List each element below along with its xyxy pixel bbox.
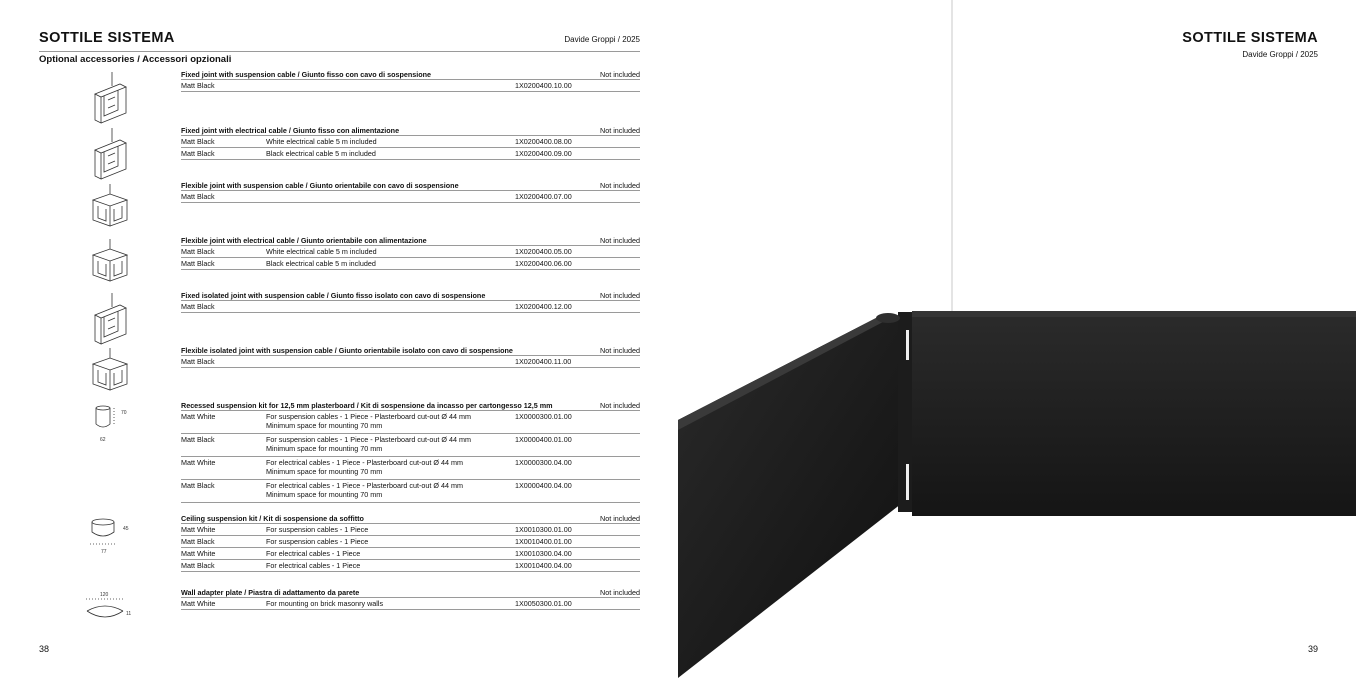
page-number-right: 39 [1307,644,1318,654]
group-title: Ceiling suspension kit / Kit di sospensione da soffitto [181,514,364,523]
description-cell: For electrical cables - 1 Piece [266,561,361,570]
table-row [181,524,640,536]
group-note: Not included [600,70,640,79]
description-cell: For suspension cables - 1 Piece - Plasterboard cut-out Ø 44 mm Minimum space for mounting 70 mm [266,435,471,453]
table-row [181,598,640,610]
table-row [181,560,640,572]
accessory-group [181,70,640,92]
code-cell: 1X0000300.01.00 [515,412,572,421]
accessory-group [181,588,640,610]
finish-cell: Matt White [181,549,216,558]
brand-title-right: SOTTILE SISTEMA [1182,30,1318,46]
group-header [181,346,640,356]
recessed-height-dimension: 70 [121,410,127,416]
flexible-isolated-joint-icon [90,348,130,394]
accessory-group [181,291,640,313]
table-row [181,301,640,313]
finish-cell: Matt Black [181,302,215,311]
table-row [181,136,640,148]
group-note: Not included [600,181,640,190]
fixed-joint-icon [90,72,130,124]
finish-cell: Matt Black [181,357,215,366]
code-cell: 1X0000400.04.00 [515,481,572,490]
group-note: Not included [600,236,640,245]
group-note: Not included [600,588,640,597]
group-title: Recessed suspension kit for 12,5 mm plasterboard / Kit di sospensione da incasso per cartongesso 12,5 mm [181,401,553,410]
product-photo [678,0,1356,678]
code-cell: 1X0010300.04.00 [515,549,572,558]
group-title: Fixed joint with electrical cable / Giunto fisso con alimentazione [181,126,400,135]
flexible-joint-electrical-icon [90,239,130,285]
accessory-group [181,236,640,270]
accessory-group [181,514,640,572]
code-cell: 1X0200400.12.00 [515,302,572,311]
code-cell: 1X0200400.11.00 [515,357,572,366]
code-cell: 1X0010300.01.00 [515,525,572,534]
code-cell: 1X0200400.09.00 [515,149,572,158]
group-header [181,291,640,301]
table-row [181,548,640,560]
table-row [181,434,640,457]
group-title: Flexible joint with suspension cable / Giunto orientabile con cavo di sospensione [181,181,459,190]
finish-cell: Matt Black [181,149,215,158]
accessory-group [181,401,640,503]
code-cell: 1X0200400.07.00 [515,192,572,201]
finish-cell: Matt Black [181,435,215,444]
group-note: Not included [600,514,640,523]
recessed-kit-icon [90,404,120,434]
group-note: Not included [600,401,640,410]
group-title: Fixed isolated joint with suspension cable / Giunto fisso isolato con cavo di sospensione [181,291,486,300]
joint-connector [898,312,912,512]
group-header [181,70,640,80]
page-number-left: 38 [39,644,50,654]
code-cell: 1X0010400.01.00 [515,537,572,546]
description-cell: For suspension cables - 1 Piece [266,525,369,534]
group-header [181,126,640,136]
wall-plate-icon [84,597,128,625]
group-title: Fixed joint with suspension cable / Giunto fisso con cavo di sospensione [181,70,432,79]
description-cell: White electrical cable 5 m included [266,137,377,146]
group-header [181,588,640,598]
description-cell: For mounting on brick masonry walls [266,599,384,608]
code-cell: 1X0000300.04.00 [515,458,572,467]
table-row [181,258,640,270]
finish-cell: Matt Black [181,81,215,90]
group-header [181,514,640,524]
group-title: Wall adapter plate / Piastra di adattamento da parete [181,588,360,597]
finish-cell: Matt Black [181,481,215,490]
brand-title: SOTTILE SISTEMA [39,30,175,46]
table-row [181,480,640,503]
finish-cell: Matt Black [181,259,215,268]
finish-cell: Matt Black [181,561,215,570]
right-page [678,0,1356,678]
ceiling-height-dimension: 45 [123,526,129,532]
table-row [181,191,640,203]
group-header [181,181,640,191]
section-title: Optional accessories / Accessori opzionali [39,54,232,65]
fixed-joint-electrical-icon [90,128,130,180]
code-cell: 1X0010400.04.00 [515,561,572,570]
group-header [181,401,640,411]
code-cell: 1X0200400.08.00 [515,137,572,146]
table-row [181,148,640,160]
table-row [181,457,640,480]
ceiling-kit-icon [88,516,124,546]
group-title: Flexible isolated joint with suspension cable / Giunto orientabile isolato con cavo di sospensione [181,346,513,355]
finish-cell: Matt White [181,412,216,421]
profile-right-segment [912,311,1356,516]
plate-width-dimension: 120 [100,592,109,598]
accessory-group [181,126,640,160]
finish-cell: Matt White [181,458,216,467]
profile-left-segment [678,318,906,678]
plate-height-dimension: 11 [126,611,132,617]
code-cell: 1X0200400.05.00 [515,247,572,256]
description-cell: White electrical cable 5 m included [266,247,377,256]
finish-cell: Matt Black [181,137,215,146]
finish-cell: Matt Black [181,537,215,546]
description-cell: For electrical cables - 1 Piece - Plasterboard cut-out Ø 44 mm Minimum space for mounting 70 mm [266,458,463,476]
flexible-joint-icon [90,184,130,230]
author-label-right: Davide Groppi / 2025 [1242,50,1318,59]
author-label: Davide Groppi / 2025 [564,35,640,44]
accessory-group [181,346,640,368]
description-cell: Black electrical cable 5 m included [266,149,376,158]
header-divider [39,51,640,52]
group-note: Not included [600,126,640,135]
description-cell: For suspension cables - 1 Piece [266,537,369,546]
description-cell: Black electrical cable 5 m included [266,259,376,268]
description-cell: For electrical cables - 1 Piece - Plasterboard cut-out Ø 44 mm Minimum space for mounting 70 mm [266,481,463,499]
recessed-width-dimension: 62 [100,437,106,443]
code-cell: 1X0050300.01.00 [515,599,572,608]
finish-cell: Matt White [181,525,216,534]
fixed-isolated-joint-icon [90,293,130,345]
table-row [181,80,640,92]
description-cell: For electrical cables - 1 Piece [266,549,361,558]
group-note: Not included [600,291,640,300]
finish-cell: Matt Black [181,192,215,201]
group-header [181,236,640,246]
ceiling-width-dimension: 77 [101,549,107,555]
finish-cell: Matt White [181,599,216,608]
code-cell: 1X0000400.01.00 [515,435,572,444]
description-cell: For suspension cables - 1 Piece - Plasterboard cut-out Ø 44 mm Minimum space for mounting 70 mm [266,412,471,430]
group-note: Not included [600,346,640,355]
accessory-group [181,181,640,203]
group-title: Flexible joint with electrical cable / Giunto orientabile con alimentazione [181,236,427,245]
finish-cell: Matt Black [181,247,215,256]
table-row [181,411,640,434]
table-row [181,246,640,258]
table-row [181,536,640,548]
table-row [181,356,640,368]
code-cell: 1X0200400.10.00 [515,81,572,90]
code-cell: 1X0200400.06.00 [515,259,572,268]
